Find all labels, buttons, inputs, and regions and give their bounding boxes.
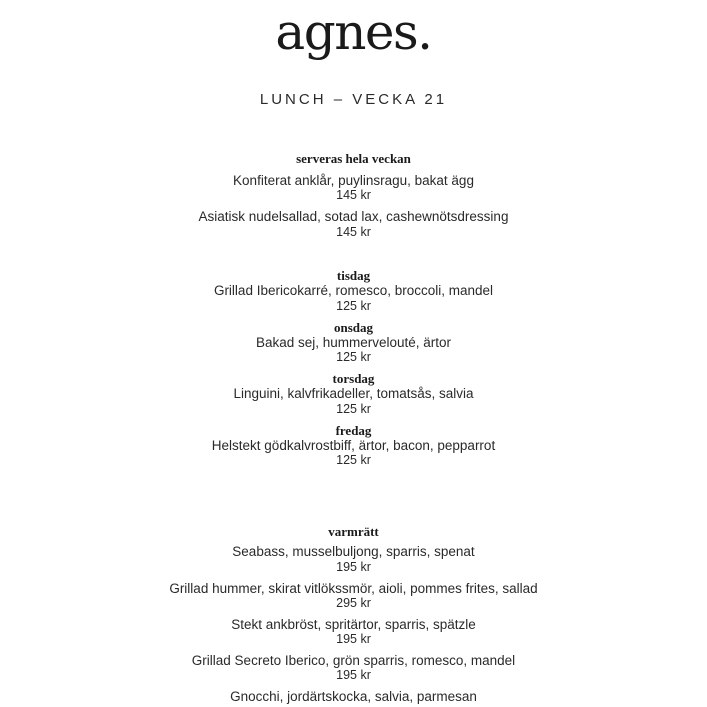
day-heading-fredag: fredag [335, 423, 372, 438]
menu-item-dish: Grillad Ibericokarré, romesco, broccoli, mandel [213, 283, 494, 298]
menu-item-dish: Stekt ankbröst, spritärtor, sparris, spätzle [231, 617, 476, 632]
menu-item-dish: Helstekt gödkalvrostbiff, ärtor, bacon, pepparrot [211, 438, 496, 453]
menu-item-price: 195 kr [336, 632, 371, 646]
menu-item-price: 195 kr [336, 560, 371, 574]
menu-item-dish: Seabass, musselbuljong, sparris, spenat [232, 544, 475, 559]
menu-item-price: 125 kr [336, 453, 371, 467]
menu-item-price: 125 kr [336, 350, 371, 364]
day-heading-onsdag: onsdag [333, 320, 374, 335]
menu-item-dish: Konfiterat anklår, puylinsragu, bakat ägg [233, 173, 474, 188]
day-heading-torsdag: torsdag [332, 371, 375, 386]
section-heading-mains: varmrätt [328, 524, 379, 539]
day-heading-tisdag: tisdag [336, 268, 371, 283]
menu-item-price: 295 kr [336, 596, 371, 610]
menu-item-dish: Linguini, kalvfrikadeller, tomatsås, salvia [233, 386, 474, 401]
menu-item-price: 125 kr [336, 402, 371, 416]
menu-item-dish: Grillad hummer, skirat vitlökssmör, aioli, pommes frites, sallad [169, 581, 538, 596]
menu-item-price: 145 kr [336, 188, 371, 202]
menu-item-price: 125 kr [336, 299, 371, 313]
menu-item-dish: Grillad Secreto Iberico, grön sparris, romesco, mandel [191, 653, 516, 668]
menu-item-price: 145 kr [336, 225, 371, 239]
menu-item-dish: Gnocchi, jordärtskocka, salvia, parmesan [230, 689, 477, 704]
menu-subtitle: LUNCH – VECKA 21 [259, 91, 448, 108]
restaurant-logo: agnes. [275, 3, 432, 61]
menu-item-dish: Bakad sej, hummervelouté, ärtor [255, 335, 452, 350]
section-heading-weekly: serveras hela veckan [296, 151, 411, 166]
menu-item-dish: Asiatisk nudelsallad, sotad lax, cashewnötsdressing [198, 209, 509, 224]
menu-item-price: 195 kr [336, 668, 371, 682]
